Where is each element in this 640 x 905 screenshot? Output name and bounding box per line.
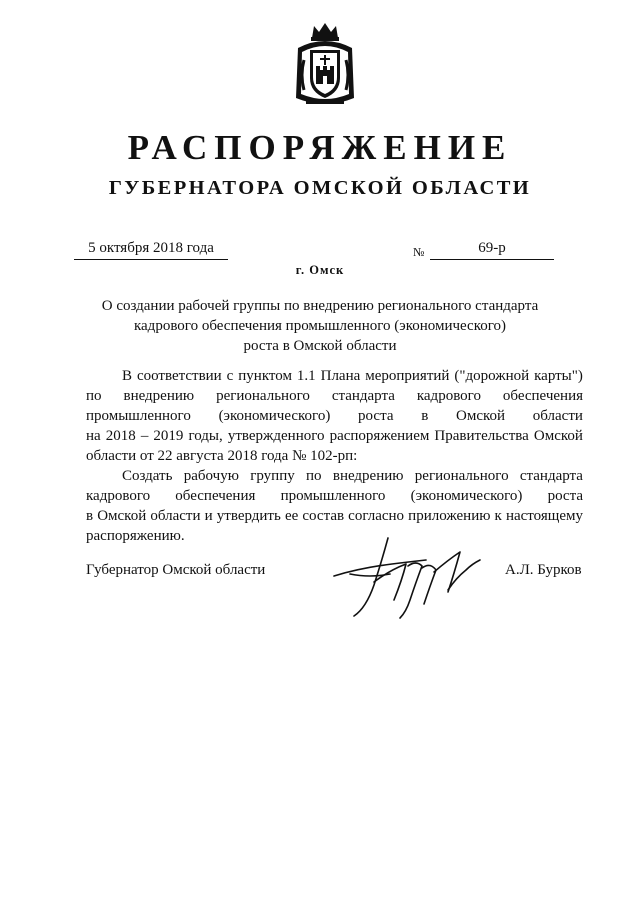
body-word: настоящему	[505, 508, 583, 524]
body-word: области	[532, 408, 583, 424]
document-date: 5 октября 2018 года	[74, 238, 228, 260]
body-word: 2019	[153, 428, 184, 444]
body-word: (экономического)	[218, 408, 331, 424]
body-word: внедрению	[332, 468, 404, 484]
subject-line: кадрового обеспечения промышленного (экономического)	[133, 318, 507, 334]
body-word: Омской	[97, 508, 147, 524]
body-word: Плана	[320, 368, 361, 384]
body-word: состав	[302, 508, 345, 524]
body-word: рабочую	[183, 468, 239, 484]
body-word: ее	[284, 508, 299, 524]
body-line	[86, 366, 583, 386]
body-word: области	[150, 508, 201, 524]
body-word: годы,	[188, 428, 223, 444]
body-word: утвердить	[216, 508, 281, 524]
document-subtitle: ГУБЕРНАТОРА ОМСКОЙ ОБЛАСТИ	[108, 177, 532, 199]
coat-of-arms-icon	[292, 20, 358, 110]
body-word: обеспечения	[175, 488, 256, 504]
document-title: РАСПОРЯЖЕНИЕ	[127, 128, 513, 167]
body-word: Омской	[456, 408, 506, 424]
body-line	[86, 426, 583, 446]
body-word: по	[86, 388, 102, 404]
document-body	[86, 366, 583, 546]
body-word: области от 22 августа 2018 года № 102-рп:	[86, 448, 358, 464]
body-word: стандарта	[519, 468, 583, 484]
body-word: соответствии	[136, 368, 222, 384]
body-word: регионального	[414, 468, 509, 484]
body-word: карты")	[534, 368, 583, 384]
body-word: стандарта	[331, 388, 395, 404]
body-word: роста	[547, 488, 583, 504]
subject-line: О создании рабочей группы по внедрению регионального стандарта	[101, 298, 539, 314]
body-line	[86, 466, 583, 486]
body-word: –	[140, 428, 149, 444]
body-word: 1.1	[296, 368, 316, 384]
handwritten-signature-icon	[330, 530, 495, 625]
body-word: в	[86, 508, 94, 524]
body-word: к	[494, 508, 502, 524]
body-word: кадрового	[416, 388, 481, 404]
body-word: по	[306, 468, 322, 484]
body-word: обеспечения	[502, 388, 583, 404]
body-word: Правительства	[434, 428, 529, 444]
document-number: 69-р	[430, 238, 554, 260]
subject-line: роста в Омской области	[243, 338, 397, 354]
document-city: г. Омск	[295, 263, 345, 277]
body-word: промышленного	[280, 488, 386, 504]
body-line	[86, 406, 583, 426]
body-word: группу	[250, 468, 295, 484]
body-word: приложению	[408, 508, 491, 524]
body-word: внедрению	[123, 388, 195, 404]
body-word: распоряжением	[329, 428, 430, 444]
body-word: промышленного	[86, 408, 191, 424]
body-word: утвержденного	[227, 428, 325, 444]
body-word: пунктом	[238, 368, 292, 384]
body-word: ("дорожной	[454, 368, 530, 384]
body-word: роста	[358, 408, 394, 424]
body-word: на	[86, 428, 101, 444]
body-word: и	[204, 508, 213, 524]
body-word: мероприятий	[365, 368, 450, 384]
signer-name: А.Л. Бурков	[505, 562, 582, 578]
body-line	[86, 506, 583, 526]
body-word: в	[421, 408, 429, 424]
body-word: Омской	[533, 428, 583, 444]
body-line	[86, 446, 583, 466]
body-word: (экономического)	[410, 488, 523, 504]
body-word: кадрового	[86, 488, 151, 504]
body-line	[86, 386, 583, 406]
number-label: №	[413, 245, 425, 259]
body-word: В	[122, 368, 133, 384]
body-word: Создать	[122, 468, 173, 484]
body-word: распоряжению.	[86, 528, 185, 544]
body-word: с	[226, 368, 234, 384]
body-word: согласно	[348, 508, 405, 524]
document-subject	[100, 296, 540, 356]
signer-position: Губернатор Омской области	[86, 562, 266, 578]
body-line	[86, 486, 583, 506]
body-word: регионального	[216, 388, 310, 404]
body-word: 2018	[105, 428, 136, 444]
